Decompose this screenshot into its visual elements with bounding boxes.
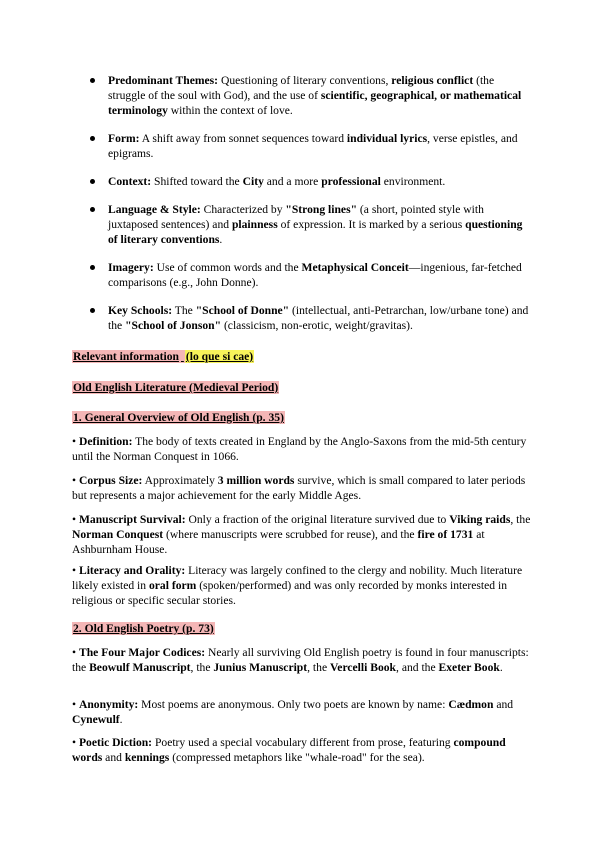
- text-run: (a short, pointed style with juxtaposed sentences) and: [108, 203, 484, 231]
- poetry-paragraph: [72, 645, 532, 675]
- bold-text: Viking raids: [449, 513, 511, 526]
- overview-heading: 1. General Overview of Old English (p. 35): [73, 411, 284, 424]
- text-run: , and the: [396, 661, 439, 674]
- bold-text: Vercelli Book: [329, 661, 397, 674]
- relevant-label: Relevant information: [73, 350, 179, 363]
- text-run: Literacy was largely confined to the clergy and nobility. Much literature likely existed in: [72, 564, 523, 592]
- text-run: Use of common words and the: [153, 261, 302, 274]
- bold-text: kennings: [124, 751, 170, 764]
- text-run: within the context of love.: [167, 104, 293, 117]
- text-run: , the: [307, 661, 330, 674]
- bold-text: compound words: [72, 736, 506, 764]
- bullet-dot-icon: [90, 136, 95, 141]
- text-run: Most poems are anonymous. Only two poets are known by name:: [138, 698, 449, 711]
- bold-text: Imagery:: [108, 261, 154, 274]
- text-run: Approximately: [142, 474, 218, 487]
- text-run: The body of texts created in England by the Anglo-Saxons from the mid-5th century until the Norman Conquest in 1066.: [72, 435, 527, 463]
- bold-text: questioning of literary conventions: [108, 218, 523, 246]
- text-run: .: [219, 233, 223, 246]
- bold-text: Cædmon: [448, 698, 494, 711]
- text-run: •: [72, 736, 79, 749]
- bold-text: City: [242, 175, 264, 188]
- text-run: •: [72, 474, 79, 487]
- text-run: •: [72, 698, 79, 711]
- bold-text: Junius Manuscript: [213, 661, 308, 674]
- bold-text: Predominant Themes:: [108, 74, 219, 87]
- bullet-dot-icon: [90, 207, 95, 212]
- bold-text: "School of Jonson": [125, 319, 222, 332]
- overview-paragraph: [72, 563, 532, 608]
- relevant-highlight: (lo que si cae): [185, 350, 254, 363]
- bold-text: "School of Donne": [195, 304, 290, 317]
- bullet-dot-icon: [90, 308, 95, 313]
- text-run: , verse epistles, and epigrams.: [108, 132, 518, 160]
- bold-text: Beowulf Manuscript: [89, 661, 191, 674]
- bold-text: Exeter Book: [438, 661, 500, 674]
- poetry-paragraph: [72, 735, 532, 765]
- text-run: The: [172, 304, 196, 317]
- text-run: .: [499, 661, 503, 674]
- bullet-item: [90, 260, 530, 290]
- text-run: at Ashburnham House.: [72, 528, 485, 556]
- text-run: Only a fraction of the original literature survived due to: [185, 513, 450, 526]
- bold-text: professional: [321, 175, 381, 188]
- text-run: of expression. It is marked by a serious: [277, 218, 466, 231]
- bold-text: The Four Major Codices:: [78, 646, 206, 659]
- text-run: .: [119, 713, 123, 726]
- bold-text: Key Schools:: [108, 304, 173, 317]
- bold-text: Form:: [108, 132, 140, 145]
- relevant-information-heading: [72, 349, 532, 364]
- text-run: (classicism, non-erotic, weight/gravitas).: [221, 319, 413, 332]
- bold-text: Cynewulf: [72, 713, 120, 726]
- text-run: , the: [190, 661, 214, 674]
- bold-text: Corpus Size:: [78, 474, 143, 487]
- bold-text: Poetic Diction:: [78, 736, 153, 749]
- bold-text: religious conflict: [391, 74, 474, 87]
- text-run: and: [493, 698, 514, 711]
- text-run: (where manuscripts were scrubbed for reuse), and the: [163, 528, 418, 541]
- text-run: —ingenious, far-fetched comparisons (e.g., John Donne).: [108, 261, 522, 289]
- text-run: •: [72, 513, 79, 526]
- bold-text: 3 million words: [217, 474, 295, 487]
- text-run: (intellectual, anti-Petrarchan, low/urbane tone) and the: [108, 304, 529, 332]
- text-run: •: [72, 564, 79, 577]
- themes-bullet-list: [90, 73, 530, 346]
- text-run: , the: [510, 513, 531, 526]
- bold-text: Norman Conquest: [72, 528, 164, 541]
- text-run: (the struggle of the soul with God), and the use of: [108, 74, 495, 102]
- bold-text: Manuscript Survival:: [78, 513, 186, 526]
- bullet-dot-icon: [90, 179, 95, 184]
- bold-text: plainness: [231, 218, 278, 231]
- bold-text: Metaphysical Conceit: [301, 261, 409, 274]
- bold-text: Literacy and Orality:: [78, 564, 186, 577]
- bold-text: scientific, geographical, or mathematical terminology: [108, 89, 522, 117]
- text-run: •: [72, 435, 79, 448]
- text-run: Shifted toward the: [151, 175, 243, 188]
- text-run: Characterized by: [200, 203, 286, 216]
- bullet-item: [90, 131, 530, 161]
- bold-text: individual lyrics: [346, 132, 428, 145]
- text-run: (compressed metaphors like "whale-road" for the sea).: [169, 751, 425, 764]
- text-run: A shift away from sonnet sequences toward: [139, 132, 347, 145]
- text-run: (spoken/performed) and was only recorded by monks interested in religious or specific secular stories.: [72, 579, 507, 607]
- text-run: and a more: [263, 175, 322, 188]
- text-run: Questioning of literary conventions,: [218, 74, 392, 87]
- bold-text: Anonymity:: [78, 698, 139, 711]
- bullet-dot-icon: [90, 265, 95, 270]
- overview-paragraph: [72, 434, 532, 464]
- text-run: and: [102, 751, 125, 764]
- overview-paragraph: [72, 512, 532, 557]
- text-run: Poetry used a special vocabulary different from prose, featuring: [152, 736, 454, 749]
- bullet-item: [90, 174, 530, 189]
- overview-paragraph: [72, 473, 532, 503]
- text-run: environment.: [380, 175, 446, 188]
- bold-text: "Strong lines": [285, 203, 358, 216]
- bullet-dot-icon: [90, 78, 95, 83]
- bullet-item: [90, 303, 530, 333]
- bold-text: Context:: [108, 175, 152, 188]
- old-english-heading: Old English Literature (Medieval Period): [73, 381, 279, 394]
- text-run: survive, which is small compared to later periods but represents a major achievement for the early Middle Ages.: [72, 474, 526, 502]
- poetry-paragraph: [72, 697, 532, 727]
- bullet-item: [90, 202, 530, 247]
- bold-text: Definition:: [78, 435, 133, 448]
- bold-text: Language & Style:: [108, 203, 201, 216]
- bullet-item: [90, 73, 530, 118]
- bold-text: fire of 1731: [417, 528, 474, 541]
- bold-text: oral form: [148, 579, 197, 592]
- text-run: •: [72, 646, 79, 659]
- text-run: Nearly all surviving Old English poetry is found in four manuscripts: the: [72, 646, 529, 674]
- poetry-heading: 2. Old English Poetry (p. 73): [73, 622, 214, 635]
